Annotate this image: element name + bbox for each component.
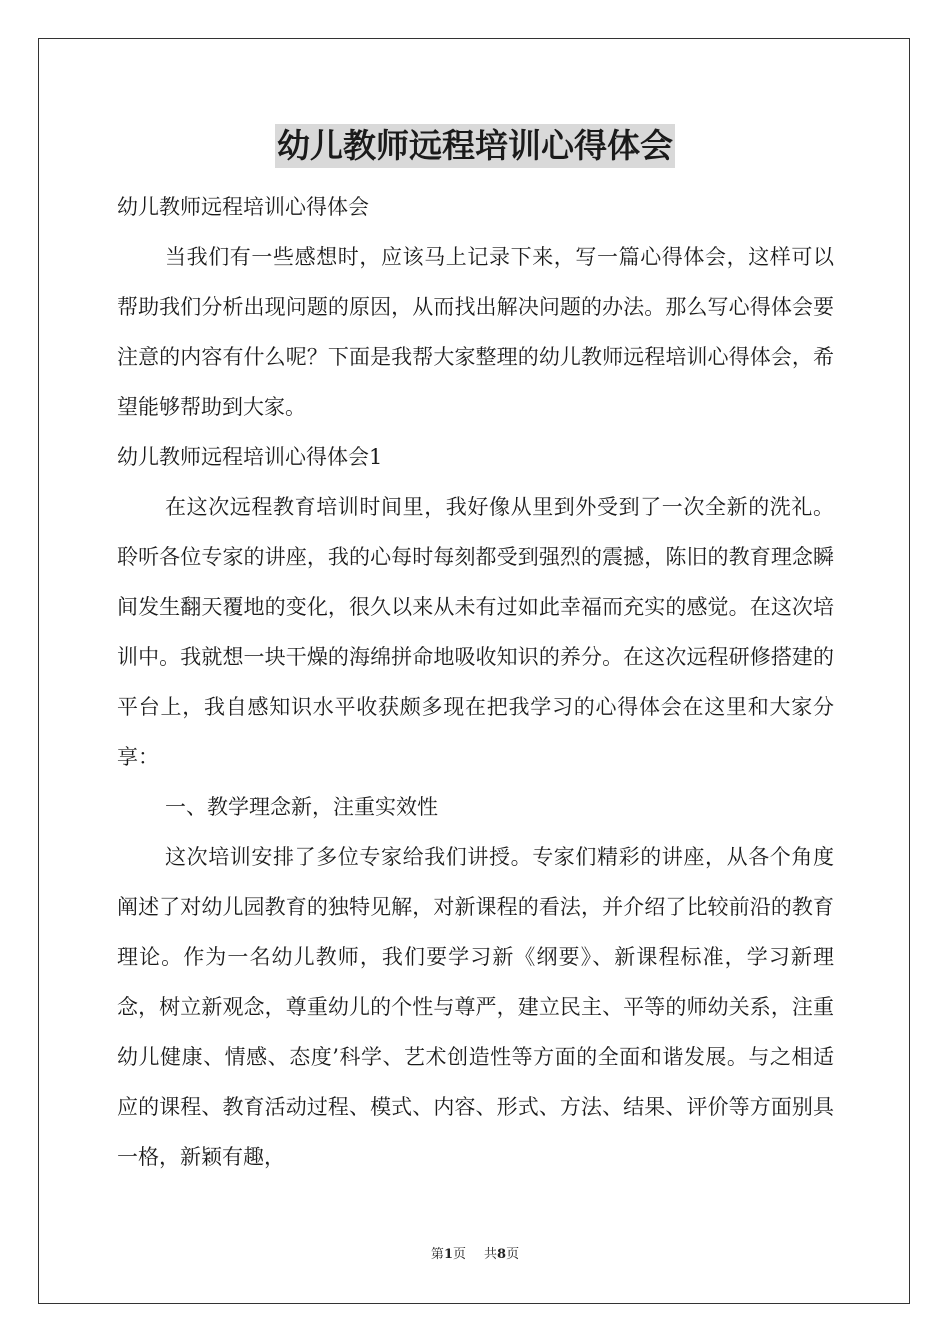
paragraph-body: 在这次远程教育培训时间里，我好像从里到外受到了一次全新的洗礼。聆听各位专家的讲座，我的心每时每刻都受到强烈的震撼，陈旧的教育理念瞬间发生翻天覆地的变化，很久以来从未有过如此幸福而充实的感觉。在这次培训中。我就想一块干燥的海绵拼命地吸收知识的养分。在这次远程研修搭建的平台上，我自感知识水平收获颇多现在把我学习的心得体会在这里和大家分享： — [117, 495, 834, 769]
total-label-prefix: 共 — [484, 1247, 498, 1262]
page-label-suffix: 页 — [452, 1247, 466, 1262]
title-container — [0, 124, 950, 168]
page-number: 1 — [443, 1247, 453, 1262]
subsection-heading: 一、教学理念新，注重实效性 — [165, 795, 438, 819]
total-label-suffix: 页 — [506, 1247, 520, 1262]
paragraph-body: 这次培训安排了多位专家给我们讲授。专家们精彩的讲座，从各个角度阐述了对幼儿园教育的独特见解，对新课程的看法，并介绍了比较前沿的教育理论。作为一名幼儿教师，我们要学习新《纲要》、新课程标准，学习新理念，树立新观念，尊重幼儿的个性与尊严，建立民主、平等的师幼关系，注重幼儿健康、情感、态度’科学、艺术创造性等方面的全面和谐发展。与之相适应的课程、教育活动过程、模式、内容、形式、方法、结果、评价等方面别具一格，新颖有趣， — [117, 845, 834, 1169]
document-body — [117, 182, 834, 1182]
document-title: 幼儿教师远程培训心得体会 — [275, 124, 675, 168]
total-pages: 8 — [497, 1247, 507, 1262]
paragraph-intro: 当我们有一些感想时，应该马上记录下来，写一篇心得体会，这样可以帮助我们分析出现问题的原因，从而找出解决问题的办法。那么写心得体会要注意的内容有什么呢？下面是我帮大家整理的幼儿教师远程培训心得体会，希望能够帮助到大家。 — [117, 245, 834, 419]
section-heading-1: 幼儿教师远程培训心得体会1 — [117, 445, 383, 469]
paragraph-heading: 幼儿教师远程培训心得体会 — [117, 195, 369, 219]
page-footer — [0, 1247, 950, 1263]
page-label-prefix: 第 — [430, 1247, 444, 1262]
